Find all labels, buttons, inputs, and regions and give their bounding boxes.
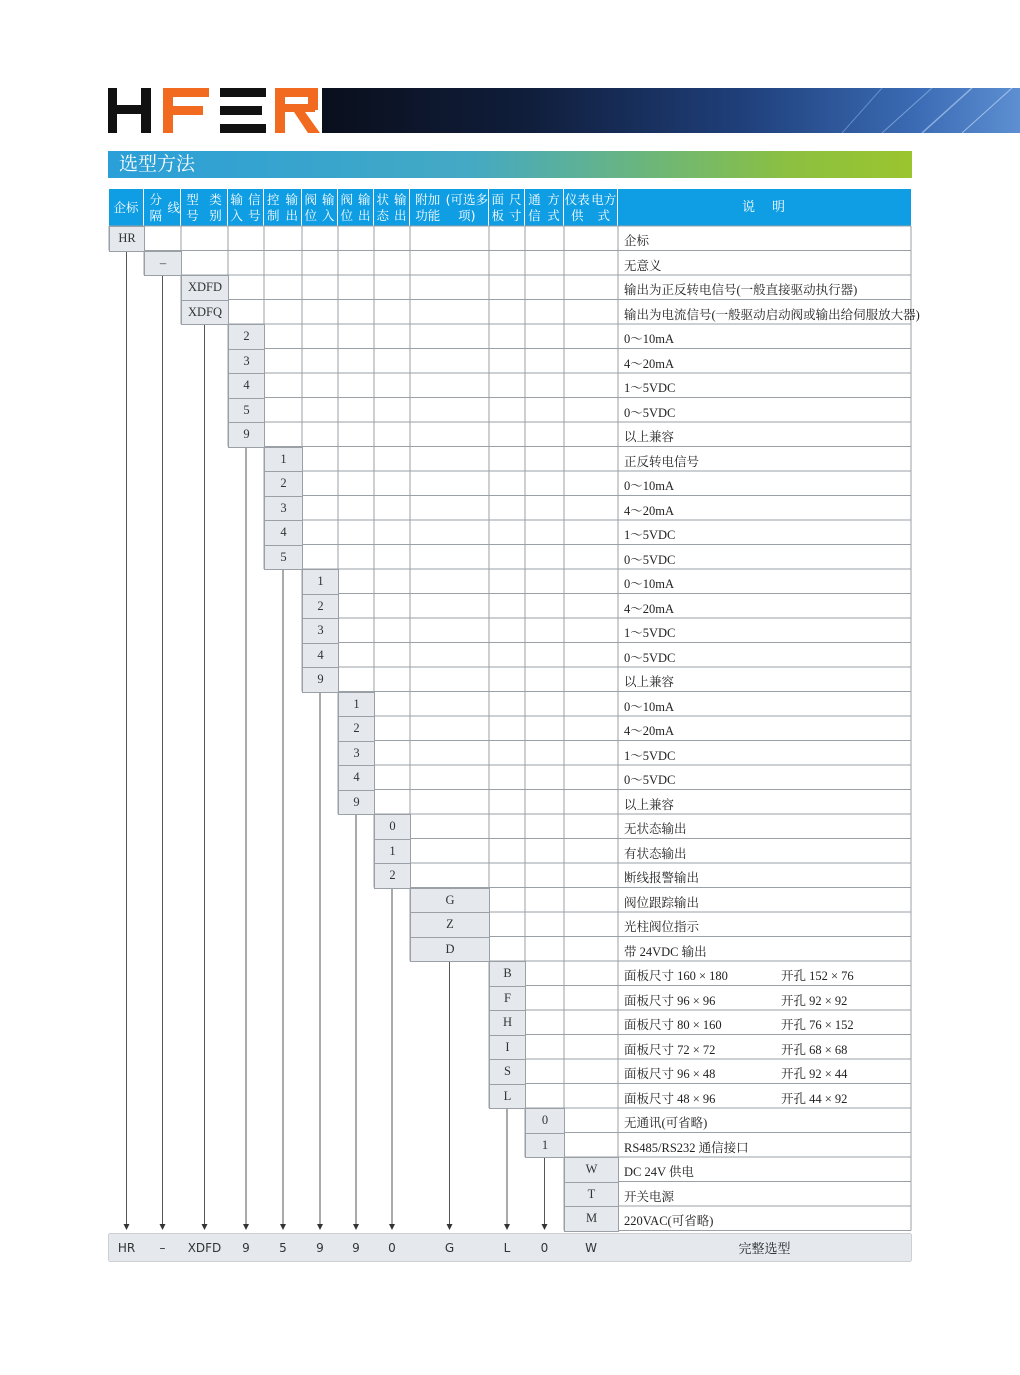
description-cell <box>624 1162 694 1180</box>
arrow-down-icon <box>389 1224 395 1230</box>
cutout-size-text: 开孔 68 × 68 <box>781 1042 848 1057</box>
code-cell: 5 <box>264 545 303 571</box>
code-cell: M <box>564 1206 619 1232</box>
header-text: 阀位 <box>304 191 317 223</box>
header-text: 控制 <box>266 191 280 223</box>
description-text: 0～5VDC <box>624 773 676 787</box>
code-cell: 3 <box>338 741 375 767</box>
description-cell <box>624 942 707 960</box>
description-text: 带 24VDC 输出 <box>624 944 707 959</box>
description-text: 无状态输出 <box>624 822 687 836</box>
cutout-size-text: 开孔 44 × 92 <box>781 1091 848 1106</box>
code-cell: H <box>489 1010 526 1036</box>
code-cell: S <box>489 1059 526 1085</box>
total-code-5: 9 <box>316 1240 324 1255</box>
description-text: 以上兼容 <box>624 797 675 812</box>
description-cell <box>624 697 674 715</box>
description-cell <box>624 231 649 249</box>
code-cell: 9 <box>228 422 265 448</box>
header-text: 输出 <box>285 191 298 223</box>
code-cell: 1 <box>302 569 339 595</box>
description-text: 1～5VDC <box>624 748 676 763</box>
code-cell: 2 <box>338 716 375 742</box>
description-text: 面板尺寸 160 × 180 <box>624 969 728 983</box>
description-text: 0～10mA <box>624 479 675 493</box>
arrow-down-icon <box>447 1224 453 1230</box>
code-cell: 2 <box>228 324 265 350</box>
description-text: 企标 <box>624 234 650 248</box>
header-text: 类别 <box>209 191 222 223</box>
code-cell: 1 <box>338 692 375 718</box>
code-cell: 2 <box>374 863 411 889</box>
code-cell: 2 <box>302 594 339 620</box>
code-cell: XDFD <box>181 275 229 301</box>
header-text: 电方式 <box>591 191 617 223</box>
description-text: 输出为正反转电信号(一般直接驱动执行器) <box>624 283 858 297</box>
description-text: 输出为电流信号(一般驱动启动阀或输出给伺服放大器) <box>624 307 920 322</box>
description-text: 0～10mA <box>624 699 675 714</box>
total-code-0: HR <box>117 1240 136 1255</box>
description-cell <box>624 280 857 298</box>
description-text: 无意义 <box>624 258 662 273</box>
description-text: 0～5VDC <box>624 650 676 665</box>
code-cell: 1 <box>525 1133 565 1159</box>
description-text: 0～5VDC <box>624 405 676 420</box>
description-cell <box>624 1211 713 1229</box>
description-text: 面板尺寸 96 × 48 <box>624 1067 716 1081</box>
header-text: 输出 <box>357 191 371 223</box>
description-cell <box>624 599 674 617</box>
description-cell <box>624 378 675 396</box>
description-cell <box>624 1040 848 1058</box>
description-cell <box>624 550 675 568</box>
header-text: 输入 <box>230 191 243 223</box>
description-text: 220VAC(可省略) <box>624 1214 714 1228</box>
description-text: 以上兼容 <box>624 675 675 689</box>
header-text: 信号 <box>247 191 261 223</box>
description-cell <box>624 305 920 323</box>
description-cell <box>624 721 674 739</box>
arrow-down-icon <box>280 1224 286 1230</box>
description-cell <box>624 868 699 886</box>
total-code-10: 0 <box>540 1240 549 1255</box>
total-code-8: G <box>444 1240 455 1255</box>
header-text: 面板 <box>491 191 504 223</box>
code-cell: F <box>489 986 526 1012</box>
arrow-down-icon <box>504 1224 510 1230</box>
description-text: 4～20mA <box>624 724 675 738</box>
total-code-11: W <box>585 1240 597 1255</box>
description-cell <box>624 476 674 494</box>
cutout-size-text: 开孔 152 × 76 <box>781 969 854 983</box>
description-cell <box>624 1187 674 1205</box>
code-cell: HR <box>109 226 145 252</box>
total-code-2: XDFD <box>187 1240 222 1255</box>
description-text: 面板尺寸 80 × 160 <box>624 1018 722 1032</box>
description-text: 面板尺寸 96 × 96 <box>624 993 716 1008</box>
code-cell: 4 <box>228 373 265 399</box>
description-cell <box>624 672 674 690</box>
description-cell <box>624 1138 749 1156</box>
code-cell: 2 <box>264 471 303 497</box>
arrow-down-icon <box>317 1224 323 1230</box>
header-text: 仪表供 <box>564 191 590 223</box>
description-text: 4～20mA <box>624 503 675 518</box>
cutout-size-text: 开孔 76 × 152 <box>781 1018 854 1032</box>
code-cell: 0 <box>374 814 411 840</box>
description-text: 1～5VDC <box>624 528 676 542</box>
description-cell <box>624 991 848 1009</box>
code-cell: W <box>564 1157 619 1183</box>
header-text: 输出 <box>393 191 407 223</box>
description-cell <box>624 623 675 641</box>
description-text: 4～20mA <box>624 601 675 616</box>
header-text: 说 明 <box>741 199 787 215</box>
description-cell <box>624 525 675 543</box>
description-cell <box>624 966 854 984</box>
code-cell: 1 <box>264 447 303 473</box>
description-cell <box>624 574 674 592</box>
total-code-6: 9 <box>352 1240 360 1255</box>
code-cell: Z <box>410 912 490 938</box>
header-text: (可选多项) <box>445 191 488 223</box>
arrow-down-icon <box>202 1224 208 1230</box>
description-cell <box>624 917 699 935</box>
code-cell: 5 <box>228 398 265 424</box>
code-cell: 4 <box>302 643 339 669</box>
description-cell <box>624 354 674 372</box>
code-cell: L <box>489 1084 526 1110</box>
description-text: 开关电源 <box>624 1189 675 1204</box>
header-text: 通信 <box>528 191 541 223</box>
description-text: 以上兼容 <box>624 430 675 444</box>
description-cell <box>624 403 675 421</box>
code-cell: 4 <box>264 520 303 546</box>
section-title: 选型方法 <box>119 153 196 175</box>
description-cell <box>624 427 674 445</box>
header-text: 附加功能 <box>415 191 441 223</box>
code-cell: 9 <box>338 790 375 816</box>
description-cell <box>624 1064 848 1082</box>
description-text: 0～10mA <box>624 577 675 591</box>
arrow-down-icon <box>353 1224 359 1230</box>
header-text: 方式 <box>547 191 560 223</box>
code-cell: B <box>489 961 526 987</box>
code-cell: 3 <box>302 618 339 644</box>
code-cell: G <box>410 888 490 914</box>
arrow-down-icon <box>243 1224 249 1230</box>
description-text: 正反转电信号 <box>624 454 700 469</box>
description-text: 阀位跟踪输出 <box>624 895 700 910</box>
description-cell <box>624 329 674 347</box>
description-text: 4～20mA <box>624 356 675 371</box>
code-cell: 3 <box>264 496 303 522</box>
header-text: 状态 <box>376 191 389 223</box>
cutout-size-text: 开孔 92 × 92 <box>781 993 848 1008</box>
total-label: 完整选型 <box>738 1242 791 1257</box>
arrow-down-icon <box>542 1224 548 1230</box>
description-text: 1～5VDC <box>624 626 676 640</box>
description-cell <box>624 648 675 666</box>
description-text: 无通讯(可省略) <box>624 1116 708 1130</box>
total-code-1: – <box>159 1240 166 1255</box>
description-cell <box>624 501 674 519</box>
description-text: 有状态输出 <box>624 846 687 861</box>
total-code-3: 9 <box>242 1240 250 1255</box>
code-cell: D <box>410 937 490 963</box>
code-cell: 4 <box>338 765 375 791</box>
description-cell <box>624 1015 854 1033</box>
arrow-down-icon <box>160 1224 166 1230</box>
description-text: 光柱阀位指示 <box>624 920 700 934</box>
code-cell: XDFQ <box>181 300 229 326</box>
code-cell: I <box>489 1035 526 1061</box>
description-cell <box>624 746 675 764</box>
description-text: 面板尺寸 72 × 72 <box>624 1042 716 1057</box>
description-cell <box>624 256 662 274</box>
description-cell <box>624 1089 848 1107</box>
code-cell: 1 <box>374 839 411 865</box>
description-cell <box>624 452 699 470</box>
total-code-9: L <box>503 1240 511 1255</box>
header-text: 输入 <box>321 191 335 223</box>
total-code-7: 0 <box>388 1240 396 1255</box>
description-cell <box>624 770 675 788</box>
description-text: 0～5VDC <box>624 552 676 567</box>
description-text: RS485/RS232 通信接口 <box>624 1140 749 1155</box>
total-code-4: 5 <box>279 1240 287 1255</box>
description-text: 断线报警输出 <box>624 871 700 885</box>
header-text: 型号 <box>186 191 199 223</box>
header-text: 线 <box>167 199 180 215</box>
cutout-size-text: 开孔 92 × 44 <box>781 1067 848 1081</box>
description-cell <box>624 844 687 862</box>
code-cell: T <box>564 1182 619 1208</box>
description-text: 面板尺寸 48 × 96 <box>624 1091 716 1106</box>
header-text: 尺寸 <box>508 191 522 223</box>
header-text: 阀位 <box>340 191 353 223</box>
code-cell: – <box>144 251 182 277</box>
description-text: 1～5VDC <box>624 381 676 395</box>
code-cell: 0 <box>525 1108 565 1134</box>
description-cell <box>624 893 699 911</box>
description-cell <box>624 819 687 837</box>
description-cell <box>624 795 674 813</box>
header-text: 分隔 <box>149 191 162 223</box>
code-cell: 3 <box>228 349 265 375</box>
header-text: 企标 <box>113 199 139 215</box>
description-text: 0～10mA <box>624 332 675 346</box>
description-text: DC 24V 供电 <box>624 1165 694 1179</box>
code-cell: 9 <box>302 667 339 693</box>
arrow-down-icon <box>124 1224 130 1230</box>
description-cell <box>624 1113 707 1131</box>
